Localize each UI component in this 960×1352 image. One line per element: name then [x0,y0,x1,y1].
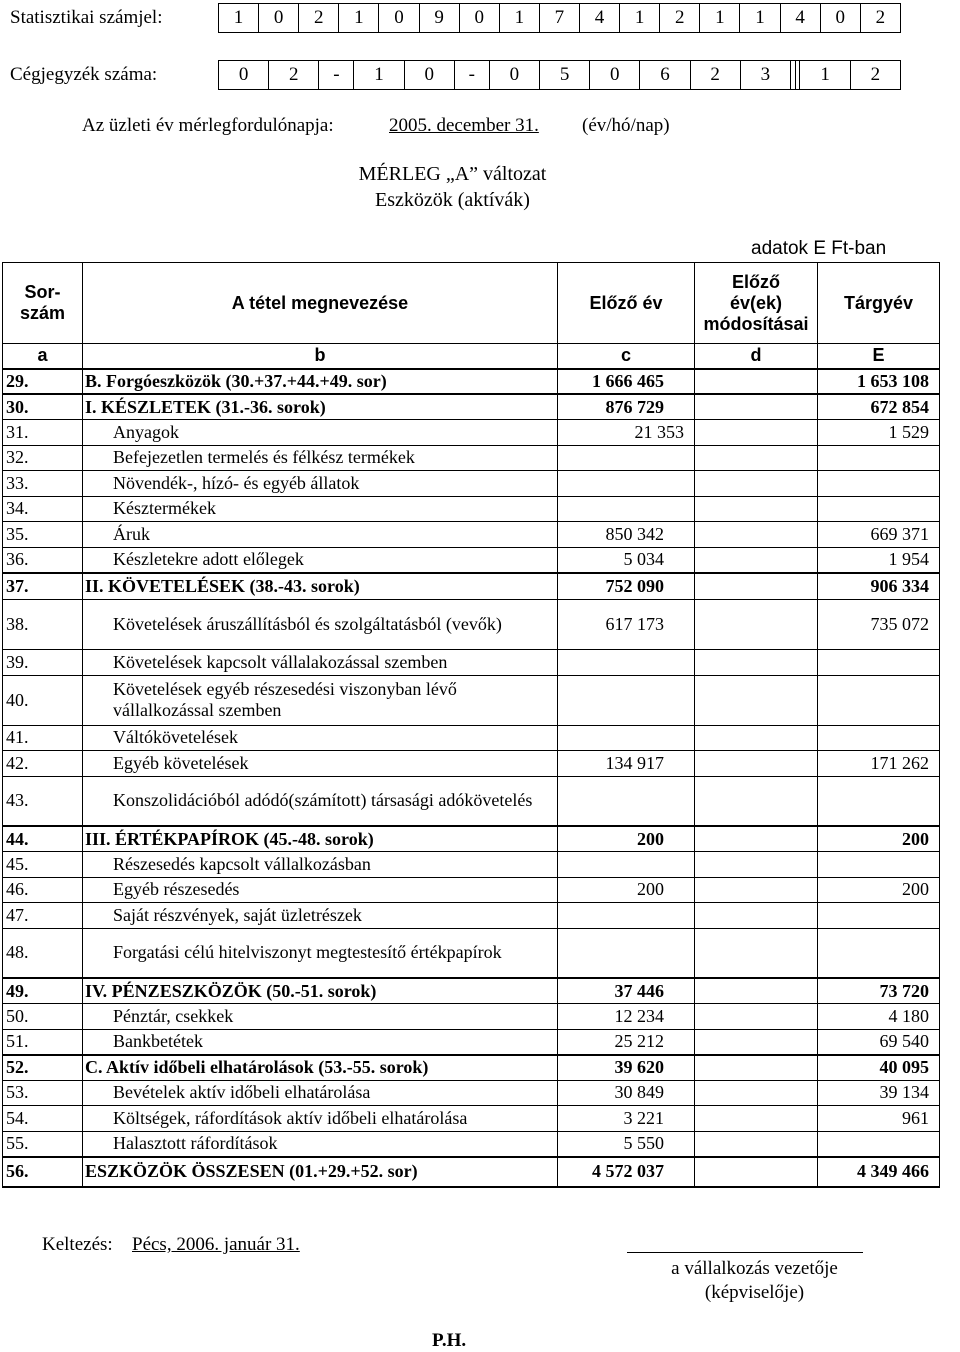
row-prev-year: 5 550 [558,1131,695,1157]
ceg-digit: - [454,61,489,90]
table-row [3,547,940,573]
row-name: Egyéb követelések [83,751,558,777]
stat-digit: 2 [660,4,700,33]
row-number: 52. [3,1055,83,1081]
row-modification [695,1004,818,1030]
row-prev-year [558,852,695,878]
table-row [3,675,940,725]
row-modification [695,978,818,1004]
stamp-place: P.H. [432,1330,467,1351]
table-row [3,600,940,650]
row-name: Befejezetlen termelés és félkész termékek [83,445,558,471]
row-number: 45. [3,852,83,878]
row-modification [695,522,818,548]
date-label: Keltezés: [42,1234,113,1255]
row-prev-year: 1 666 465 [558,369,695,395]
row-number: 54. [3,1106,83,1132]
row-current-year [818,1131,940,1157]
row-number: 47. [3,903,83,929]
row-number: 36. [3,547,83,573]
table-row [3,826,940,852]
row-number: 51. [3,1029,83,1055]
row-current-year: 39 134 [818,1080,940,1106]
table-row [3,1106,940,1132]
stat-digit: 1 [339,4,379,33]
row-current-year [818,650,940,676]
row-number: 29. [3,369,83,395]
row-current-year [818,675,940,725]
row-current-year: 1 653 108 [818,369,940,395]
row-modification [695,725,818,751]
row-name: IV. PÉNZESZKÖZÖK (50.-51. sorok) [83,978,558,1004]
row-name: Egyéb részesedés [83,877,558,903]
header-sorszam: Sor- szám [3,263,83,344]
row-current-year: 200 [818,826,940,852]
row-name: Saját részvények, saját üzletrészek [83,903,558,929]
row-current-year [818,471,940,497]
signature-line [627,1252,863,1253]
table-row [3,1080,940,1106]
row-name: Növendék-, hízó- és egyéb állatok [83,471,558,497]
row-modification [695,394,818,420]
row-name: Követelések áruszállításból és szolgáltatásból (vevők) [83,600,558,650]
row-current-year: 735 072 [818,600,940,650]
ceg-digit: 2 [269,61,319,90]
row-prev-year [558,903,695,929]
row-modification [695,1157,818,1187]
row-number: 39. [3,650,83,676]
row-prev-year: 876 729 [558,394,695,420]
row-name: Költségek, ráfordítások aktív időbeli elhatárolása [83,1106,558,1132]
row-number: 37. [3,573,83,600]
row-name: Halasztott ráfordítások [83,1131,558,1157]
row-modification [695,776,818,826]
row-prev-year: 3 221 [558,1106,695,1132]
ceg-digit: - [319,61,354,90]
stat-digit: 4 [780,4,820,33]
table-row [3,725,940,751]
row-prev-year: 200 [558,877,695,903]
row-current-year: 961 [818,1106,940,1132]
row-prev-year [558,675,695,725]
row-current-year: 73 720 [818,978,940,1004]
row-name: C. Aktív időbeli elhatárolások (53.-55. sorok) [83,1055,558,1081]
row-prev-year [558,725,695,751]
ceg-digit: 1 [800,61,850,90]
row-modification [695,471,818,497]
row-modification [695,496,818,522]
row-number: 55. [3,1131,83,1157]
row-current-year [818,496,940,522]
row-current-year: 200 [818,877,940,903]
row-name: I. KÉSZLETEK (31.-36. sorok) [83,394,558,420]
table-row [3,978,940,1004]
row-name: Pénztár, csekkek [83,1004,558,1030]
table-row [3,420,940,446]
stat-digit: 0 [379,4,419,33]
year-value: 2005. december 31. [389,115,539,136]
row-modification [695,1055,818,1081]
row-number: 30. [3,394,83,420]
table-row [3,471,940,497]
row-prev-year: 4 572 037 [558,1157,695,1187]
row-modification [695,903,818,929]
row-modification [695,1106,818,1132]
row-modification [695,369,818,395]
row-number: 33. [3,471,83,497]
row-number: 38. [3,600,83,650]
row-name: B. Forgóeszközök (30.+37.+44.+49. sor) [83,369,558,395]
row-number: 53. [3,1080,83,1106]
row-modification [695,826,818,852]
row-name: Bevételek aktív időbeli elhatárolása [83,1080,558,1106]
table-row [3,394,940,420]
ceg-digit: 5 [540,61,590,90]
table-row [3,496,940,522]
ceg-digit: 1 [354,61,404,90]
row-modification [695,751,818,777]
row-modification [695,573,818,600]
table-row [3,1131,940,1157]
row-current-year [818,445,940,471]
row-current-year [818,725,940,751]
row-number: 46. [3,877,83,903]
row-current-year [818,852,940,878]
row-number: 49. [3,978,83,1004]
ceg-label: Cégjegyzék száma: [10,64,158,85]
balance-table [2,262,940,1188]
row-modification [695,1029,818,1055]
row-prev-year: 12 234 [558,1004,695,1030]
row-prev-year: 37 446 [558,978,695,1004]
row-number: 48. [3,928,83,978]
table-row [3,776,940,826]
stat-digit: 4 [579,4,619,33]
row-name: Bankbetétek [83,1029,558,1055]
row-number: 44. [3,826,83,852]
row-modification [695,547,818,573]
stat-digit: 1 [499,4,539,33]
row-prev-year: 21 353 [558,420,695,446]
row-name: Követelések kapcsolt vállalakozással szemben [83,650,558,676]
row-prev-year: 5 034 [558,547,695,573]
row-prev-year [558,776,695,826]
row-name: III. ÉRTÉKPAPÍROK (45.-48. sorok) [83,826,558,852]
row-number: 31. [3,420,83,446]
row-modification [695,1080,818,1106]
row-prev-year: 30 849 [558,1080,695,1106]
row-name: Anyagok [83,420,558,446]
row-current-year: 1 529 [818,420,940,446]
header-modifications: Előző év(ek) módosításai [695,263,818,344]
row-name: II. KÖVETELÉSEK (38.-43. sorok) [83,573,558,600]
row-current-year: 1 954 [818,547,940,573]
row-current-year: 69 540 [818,1029,940,1055]
row-name: Részesedés kapcsolt vállalkozásban [83,852,558,878]
row-prev-year: 134 917 [558,751,695,777]
row-prev-year: 39 620 [558,1055,695,1081]
table-row [3,445,940,471]
stat-digit: 0 [259,4,299,33]
row-current-year [818,903,940,929]
stat-digit: 1 [620,4,660,33]
ceg-digit: 2 [690,61,740,90]
table-row [3,751,940,777]
header-name: A tétel megnevezése [83,263,558,344]
table-row [3,369,940,395]
ceg-digit: 0 [219,61,269,90]
row-current-year: 4 349 466 [818,1157,940,1187]
stat-digit: 1 [700,4,740,33]
row-name: Konszolidációból adódó(számított) társasági adókövetelés [83,776,558,826]
table-row [3,522,940,548]
column-letters: a b c d E [3,344,940,369]
row-prev-year: 617 173 [558,600,695,650]
stat-digit: 1 [219,4,259,33]
ceg-digit: 2 [850,61,900,90]
table-row [3,650,940,676]
stat-digit: 2 [299,4,339,33]
row-number: 40. [3,675,83,725]
row-number: 34. [3,496,83,522]
stat-digit: 9 [419,4,459,33]
stat-label: Statisztikai számjel: [10,7,163,28]
row-current-year: 672 854 [818,394,940,420]
row-modification [695,1131,818,1157]
signature-title: a vállalkozás vezetője [671,1258,838,1279]
row-name: Áruk [83,522,558,548]
stat-digit: 0 [459,4,499,33]
row-modification [695,650,818,676]
row-name: Készletekre adott előlegek [83,547,558,573]
table-row [3,877,940,903]
year-label: Az üzleti év mérlegfordulónapja: [82,115,334,136]
row-number: 42. [3,751,83,777]
row-modification [695,600,818,650]
row-prev-year [558,650,695,676]
row-number: 35. [3,522,83,548]
row-modification [695,928,818,978]
stat-number-box [218,3,901,33]
table-row [3,1157,940,1187]
row-prev-year: 752 090 [558,573,695,600]
row-name: Követelések egyéb részesedési viszonyban lévő vállalkozással szemben [83,675,558,725]
row-current-year: 906 334 [818,573,940,600]
title-sub: Eszközök (aktívák) [375,189,530,211]
row-current-year: 669 371 [818,522,940,548]
row-prev-year: 200 [558,826,695,852]
row-modification [695,877,818,903]
row-number: 50. [3,1004,83,1030]
ceg-digit: 0 [489,61,539,90]
row-prev-year: 25 212 [558,1029,695,1055]
row-number: 32. [3,445,83,471]
header-current: Tárgyév [818,263,940,344]
signature-subtitle: (képviselője) [704,1282,805,1303]
stat-digit: 1 [740,4,780,33]
year-unit: (év/hó/nap) [582,115,670,136]
stat-digit: 0 [820,4,860,33]
row-current-year: 171 262 [818,751,940,777]
row-current-year [818,776,940,826]
row-current-year: 4 180 [818,1004,940,1030]
row-current-year: 40 095 [818,1055,940,1081]
row-name: Váltókövetelések [83,725,558,751]
row-number: 41. [3,725,83,751]
table-row [3,928,940,978]
ceg-digit: 0 [404,61,454,90]
table-row [3,1029,940,1055]
table-row [3,903,940,929]
row-modification [695,420,818,446]
stat-digit: 2 [860,4,900,33]
row-prev-year [558,496,695,522]
ceg-digit: 3 [740,61,790,90]
row-name: Késztermékek [83,496,558,522]
row-prev-year: 850 342 [558,522,695,548]
header-prev: Előző év [558,263,695,344]
row-prev-year [558,445,695,471]
table-row [3,852,940,878]
table-row [3,1055,940,1081]
table-row [3,573,940,600]
date-value: Pécs, 2006. január 31. [132,1234,300,1255]
row-modification [695,675,818,725]
ceg-number-box [218,60,901,90]
row-number: 56. [3,1157,83,1187]
ceg-digit: 0 [590,61,640,90]
row-number: 43. [3,776,83,826]
row-current-year [818,928,940,978]
row-modification [695,445,818,471]
row-prev-year [558,471,695,497]
table-header [3,263,940,344]
table-row [3,1004,940,1030]
units-note: adatok E Ft-ban [751,238,887,259]
stat-digit: 7 [539,4,579,33]
ceg-digit: 6 [640,61,690,90]
row-name: ESZKÖZÖK ÖSSZESEN (01.+29.+52. sor) [83,1157,558,1187]
row-name: Forgatási célú hitelviszonyt megtestesítő értékpapírok [83,928,558,978]
row-prev-year [558,928,695,978]
title-main: MÉRLEG „A” változat [358,163,547,185]
row-modification [695,852,818,878]
